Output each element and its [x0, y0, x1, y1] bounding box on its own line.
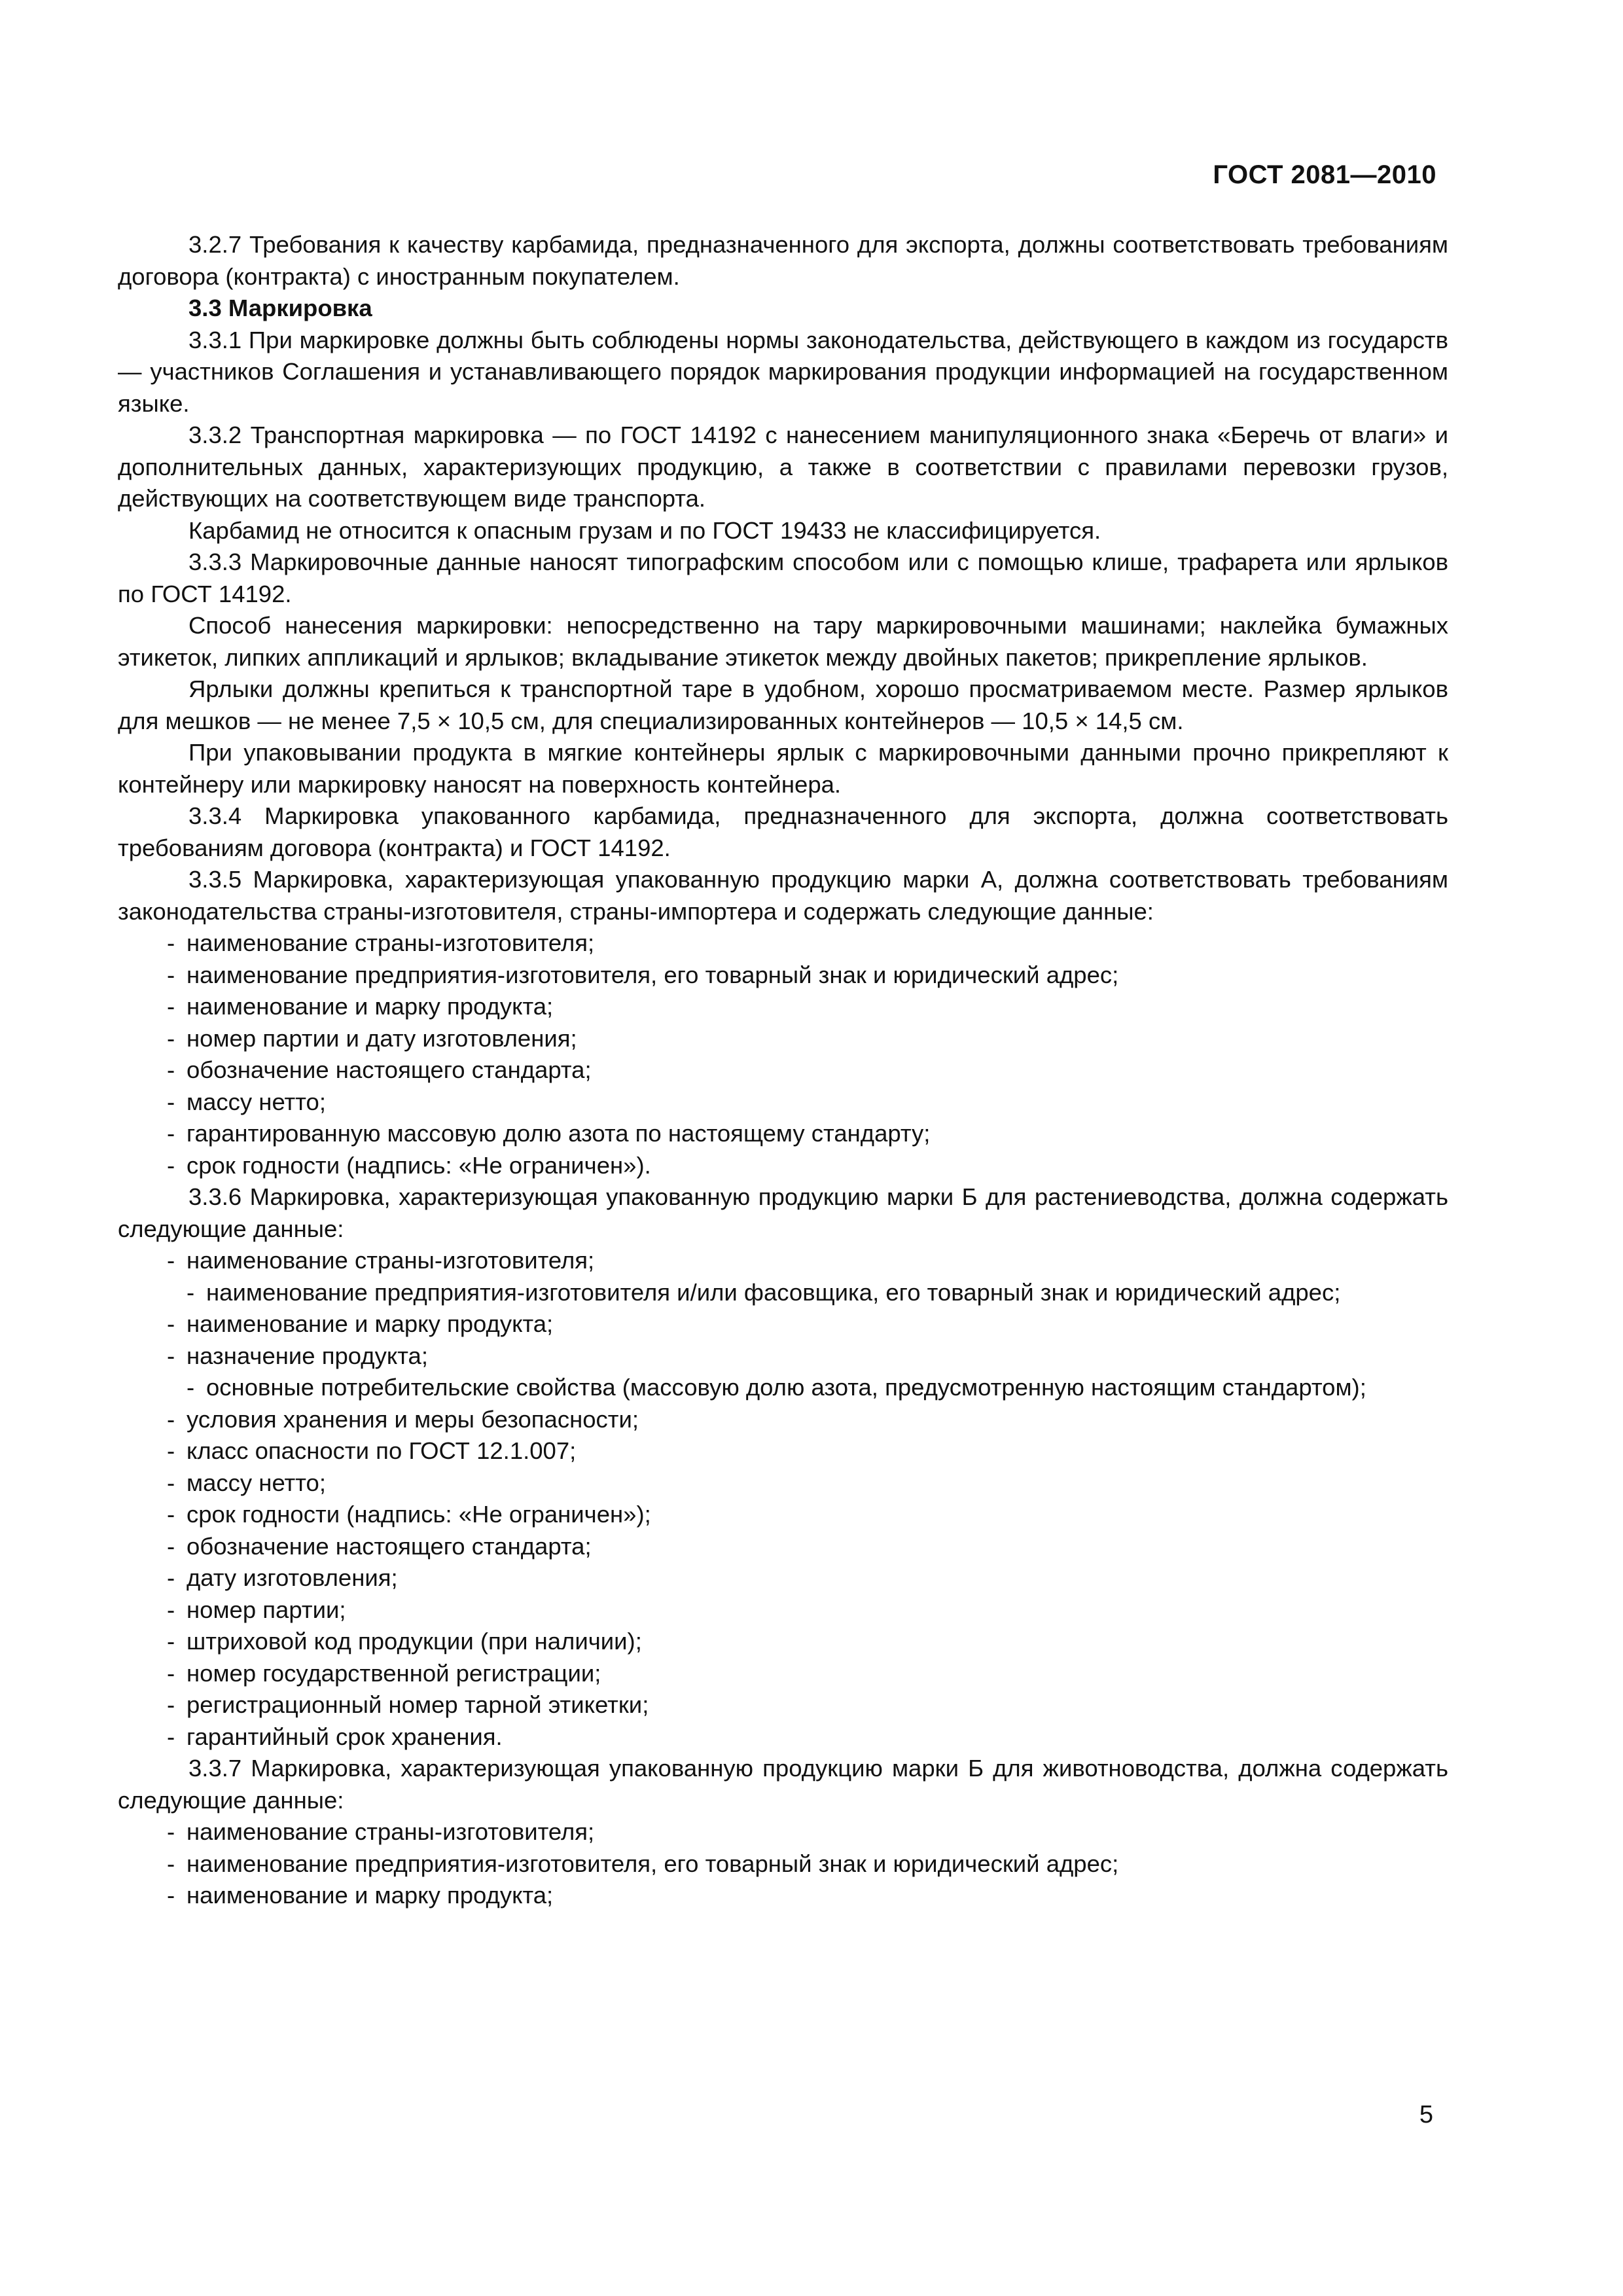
list-item: - гарантийный срок хранения. — [118, 1721, 1448, 1753]
list-item: - гарантированную массовую долю азота по настоящему стандарту; — [118, 1118, 1448, 1150]
list-marker: - — [167, 1723, 175, 1750]
list-item: - наименование предприятия-изготовителя, его товарный знак и юридический адрес; — [118, 960, 1448, 992]
list-marker: - — [167, 1310, 175, 1337]
list-item: - массу нетто; — [118, 1086, 1448, 1119]
list-item: - наименование и марку продукта; — [118, 1880, 1448, 1912]
list-marker: - — [167, 1342, 175, 1369]
paragraph-3-3-3: 3.3.3 Маркировочные данные наносят типографским способом или с помощью клише, трафарета или ярлыков по ГОСТ 14192. — [118, 548, 1448, 607]
list-3-3-6 — [118, 1245, 1448, 1753]
list-marker: - — [167, 1405, 175, 1433]
paragraph-3-3-2-note: Карбамид не относится к опасным грузам и по ГОСТ 19433 не классифицируется. — [188, 516, 1101, 544]
list-item: - класс опасности по ГОСТ 12.1.007; — [118, 1435, 1448, 1467]
list-item: - наименование и марку продукта; — [118, 991, 1448, 1023]
paragraph-3-3-1: 3.3.1 При маркировке должны быть соблюдены нормы законодательства, действующего в каждом из государств — участников Соглашения и устанавливающего порядок маркирования продукции информацией на государственном языке. — [118, 326, 1448, 417]
list-item: - основные потребительские свойства (массовую долю азота, предусмотренную настоящим стандартом); — [118, 1372, 1448, 1404]
list-marker: - — [167, 1850, 175, 1877]
list-marker: - — [167, 1628, 175, 1655]
paragraph-3-2-7: 3.2.7 Требования к качеству карбамида, предназначенного для экспорта, должны соответствовать требованиям договора (контракта) с иностранным покупателем. — [118, 231, 1448, 290]
list-item: - назначение продукта; — [118, 1340, 1448, 1372]
paragraph-3-3-7: 3.3.7 Маркировка, характеризующая упакованную продукцию марки Б для животноводства, должна содержать следующие данные: — [118, 1755, 1448, 1814]
list-item: - штриховой код продукции (при наличии); — [118, 1626, 1448, 1658]
list-item: - условия хранения и меры безопасности; — [118, 1404, 1448, 1436]
list-item: - наименование предприятия-изготовителя, его товарный знак и юридический адрес; — [118, 1848, 1448, 1880]
list-item: - наименование страны-изготовителя; — [118, 1816, 1448, 1848]
list-item: - срок годности (надпись: «Не ограничен»); — [118, 1499, 1448, 1531]
list-item: - наименование и марку продукта; — [118, 1308, 1448, 1340]
list-marker: - — [167, 1469, 175, 1496]
list-item: - наименование предприятия-изготовителя и/или фасовщика, его товарный знак и юридический адрес; — [118, 1277, 1448, 1309]
list-item: - регистрационный номер тарной этикетки; — [118, 1689, 1448, 1721]
list-3-3-5 — [118, 927, 1448, 1181]
section-heading-3-3: 3.3 Маркировка — [188, 295, 372, 321]
list-item: - наименование страны-изготовителя; — [118, 927, 1448, 960]
list-marker: - — [167, 1532, 175, 1560]
paragraph-3-3-3-method: Способ нанесения маркировки: непосредственно на тару маркировочными машинами; наклейка бумажных этикеток, липких аппликаций и ярлыков; вкладывание этикеток между двойных пакетов; прикрепление ярлыков. — [118, 612, 1448, 671]
paragraph-3-3-3-containers: При упаковывании продукта в мягкие контейнеры ярлык с маркировочными данными прочно прикрепляют к контейнеру или маркировку наносят на поверхность контейнера. — [118, 739, 1448, 798]
list-marker: - — [167, 1088, 175, 1115]
list-item: - наименование страны-изготовителя; — [118, 1245, 1448, 1277]
list-marker: - — [167, 993, 175, 1020]
paragraph-3-3-5: 3.3.5 Маркировка, характеризующая упакованную продукцию марки А, должна соответствовать требованиям законодательства страны-изготовителя, страны-импортера и содержать следующие данные: — [118, 866, 1448, 925]
list-marker: - — [167, 1882, 175, 1909]
list-item: - массу нетто; — [118, 1467, 1448, 1499]
list-marker: - — [167, 1818, 175, 1845]
list-marker: - — [167, 1151, 175, 1179]
list-marker: - — [167, 1596, 175, 1623]
paragraph-3-3-3-labels: Ярлыки должны крепиться к транспортной таре в удобном, хорошо просматриваемом месте. Размер ярлыков для мешков — не менее 7,5 × 10,5 см, для специализированных контейнеров — 10,5 × 14,5 см. — [118, 675, 1448, 734]
list-marker: - — [167, 1691, 175, 1718]
list-item: - номер партии и дату изготовления; — [118, 1023, 1448, 1055]
list-marker: - — [187, 1374, 195, 1401]
list-item: - номер государственной регистрации; — [118, 1658, 1448, 1690]
paragraph-3-3-6: 3.3.6 Маркировка, характеризующая упакованную продукцию марки Б для растениеводства, должна содержать следующие данные: — [118, 1183, 1448, 1242]
list-marker: - — [167, 1056, 175, 1083]
list-marker: - — [167, 961, 175, 988]
list-marker: - — [167, 1564, 175, 1591]
list-marker: - — [167, 1501, 175, 1528]
list-marker: - — [167, 1247, 175, 1274]
list-item: - номер партии; — [118, 1594, 1448, 1626]
list-marker: - — [167, 1437, 175, 1464]
list-item: - дату изготовления; — [118, 1562, 1448, 1594]
list-marker: - — [167, 1659, 175, 1687]
list-marker: - — [167, 1120, 175, 1147]
list-item: - обозначение настоящего стандарта; — [118, 1054, 1448, 1086]
list-marker: - — [187, 1278, 195, 1306]
list-3-3-7 — [118, 1816, 1448, 1912]
list-item: - срок годности (надпись: «Не ограничен»). — [118, 1150, 1448, 1182]
list-item: - обозначение настоящего стандарта; — [118, 1531, 1448, 1563]
list-marker: - — [167, 929, 175, 956]
page-number: 5 — [1419, 2101, 1433, 2128]
paragraph-3-3-4: 3.3.4 Маркировка упакованного карбамида, предназначенного для экспорта, должна соответствовать требованиям договора (контракта) и ГОСТ 14192. — [118, 802, 1448, 861]
list-marker: - — [167, 1024, 175, 1052]
document-body — [118, 229, 1448, 1912]
document-header: ГОСТ 2081—2010 — [1213, 160, 1436, 189]
paragraph-3-3-2: 3.3.2 Транспортная маркировка — по ГОСТ 14192 с нанесением манипуляционного знака «Беречь от влаги» и дополнительных данных, характеризующих продукцию, а также в соответствии с правилами перевозки грузов, действующих на соответствующем виде транспорта. — [118, 422, 1448, 512]
